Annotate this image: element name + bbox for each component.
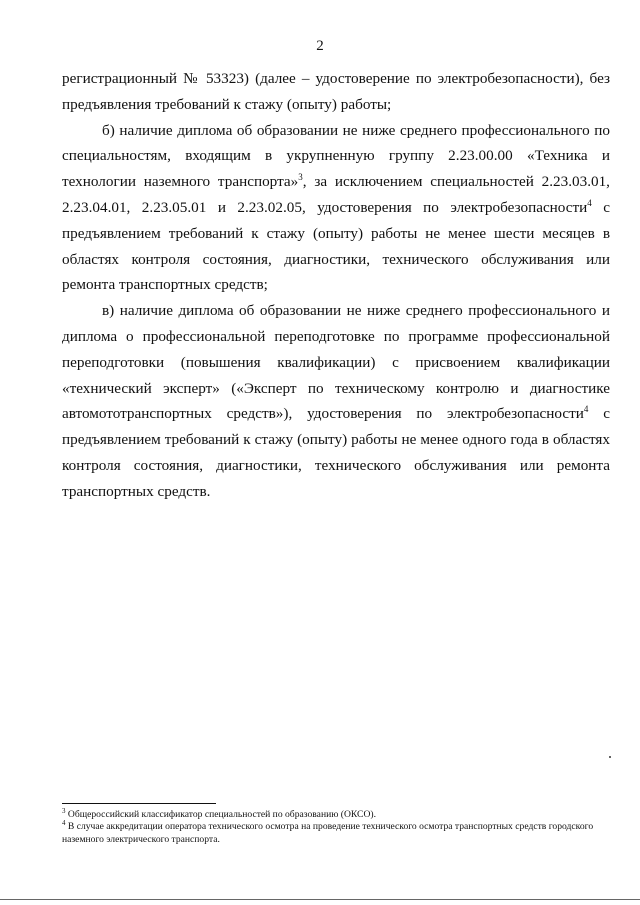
footnotes [62,809,622,846]
footnote-4 [62,821,622,846]
paragraph-text: с предъявлением требований к стажу (опыту) работы не менее одного года в областях контроля состояния, диагностики, технического обслуживания или ремонта транспортных средств. [62,405,610,500]
paragraph-continuation [62,66,610,118]
document-body [62,66,610,505]
footnote-ref[interactable]: 4 [583,404,589,415]
scan-speck [609,756,611,758]
footnote-text: Общероссийский классификатор специальностей по образованию (ОКСО). [65,809,376,820]
paragraph-item-v [62,298,610,504]
paragraph-text: регистрационный № 53323) (далее – удостоверение по электробезопасности), без предъявления требований к стажу (опыту) работы; [62,70,610,113]
footnote-ref[interactable]: 4 [587,197,592,208]
footnote-mark: 4 [62,819,66,828]
footnote-3 [62,809,622,821]
footnote-mark: 3 [62,807,66,815]
paragraph-text: в) наличие диплома об образовании не ниже среднего профессионального и диплома о профессиональной переподготовке по программе профессиональной переподготовки (повышения квалификации) с присвоением квалификации «технический эксперт» («Эксперт по техническому контролю и диагностике автомототранспортных средств»), удостоверения по электробезопасности [62,302,610,423]
page-number: 2 [316,38,324,54]
paragraph-item-b [62,118,610,299]
footnote-text: В случае аккредитации оператора технического осмотра на проведение технического осмотра транспортных средств городского наземного электрического транспорта. [62,821,594,845]
paragraph-text: с предъявлением требований к стажу (опыту) работы не менее шести месяцев в областях контроля состояния, диагностики, технического обслуживания или ремонта транспортных средств; [62,198,610,294]
page-bottom-edge [0,899,640,900]
footnote-separator [62,803,216,804]
footnote-ref[interactable]: 3 [298,172,303,183]
paragraph-text: б) наличие диплома об образовании не ниже среднего профессионального по специальностям, входящим в укрупненную группу 2.23.00.00 «Техника и технологии наземного транспорта» [62,121,610,191]
paragraph-text: , за исключением специальностей 2.23.03.01, 2.23.04.01, 2.23.05.01 и 2.23.02.05, удостоверения по электробезопасности [62,173,610,216]
